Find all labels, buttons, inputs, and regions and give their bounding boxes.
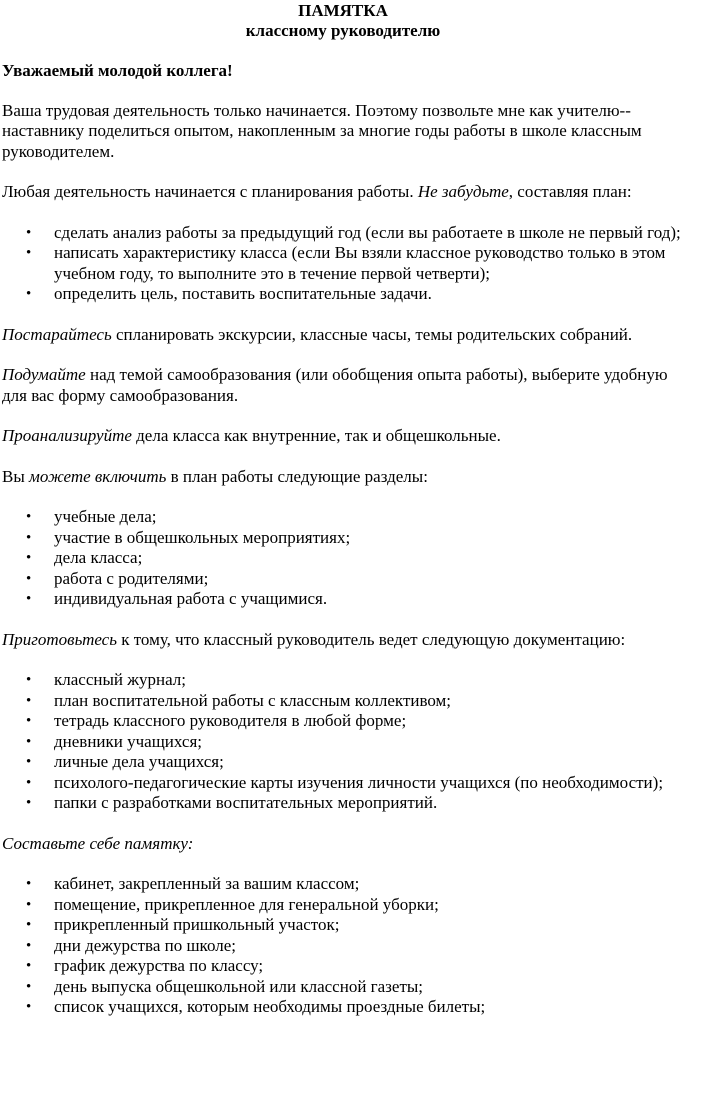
planning-text-end: , составляя план:	[508, 182, 632, 201]
list-item: • прикрепленный пришкольный участок;	[2, 915, 684, 936]
list-item: • личные дела учащихся;	[2, 752, 684, 773]
include-emphasis: можете включить	[29, 466, 167, 486]
greeting: Уважаемый молодой коллега!	[2, 61, 233, 80]
list-item: • психолого-педагогические карты изучения личности учащихся (по необходимости);	[2, 773, 684, 794]
list-item: • список учащихся, которым необходимы проездные билеты;	[2, 997, 684, 1018]
document-subtitle: классному руководителю	[245, 21, 441, 40]
think-text: над темой самообразования (или обобщения опыта работы), выберите удобную для вас форму самообразования.	[2, 365, 668, 405]
try-paragraph	[2, 325, 684, 346]
list-item: • написать характеристику класса (если Вы взяли классное руководство только в этом учебном году, то выполните это в течение первой четверти);	[2, 243, 684, 284]
documents-list	[2, 670, 684, 814]
prepare-text: к тому, что классный руководитель ведет следующую документацию:	[116, 629, 626, 649]
list-item: • учебные дела;	[2, 507, 684, 528]
list-item: • участие в общешкольных мероприятиях;	[2, 528, 684, 549]
memo-heading	[2, 834, 684, 855]
planning-paragraph	[2, 182, 684, 203]
planning-emphasis: Не забудьте	[417, 182, 509, 201]
list-item: • дела класса;	[2, 548, 684, 569]
list-item: • план воспитательной работы с классным коллективом;	[2, 691, 684, 712]
include-paragraph	[2, 467, 684, 488]
list-item: • день выпуска общешкольной или классной газеты;	[2, 977, 684, 998]
prepare-emphasis: Приготовьтесь	[2, 629, 117, 649]
document-title: ПАМЯТКА	[298, 1, 388, 20]
planning-text: Любая деятельность начинается с планирования работы.	[2, 182, 418, 201]
list-item: • папки с разработками воспитательных мероприятий.	[2, 793, 684, 814]
analyze-text: дела класса как внутренние, так и общешкольные.	[131, 426, 501, 445]
list-item: • дневники учащихся;	[2, 732, 684, 753]
list-item: • тетрадь классного руководителя в любой форме;	[2, 711, 684, 732]
try-text: спланировать экскурсии, классные часы, темы родительских собраний.	[111, 324, 633, 344]
list-item: • работа с родителями;	[2, 569, 684, 590]
analyze-paragraph	[2, 426, 684, 447]
list-item: • сделать анализ работы за предыдущий год (если вы работаете в школе не первый год);	[2, 223, 684, 244]
think-paragraph	[2, 365, 684, 406]
list-item: • кабинет, закрепленный за вашим классом;	[2, 874, 684, 895]
memo-heading-text: Составьте себе памятку:	[2, 833, 194, 853]
think-emphasis: Подумайте	[2, 365, 86, 384]
sections-list	[2, 507, 684, 610]
memo-list	[2, 874, 684, 1018]
list-item: • классный журнал;	[2, 670, 684, 691]
prepare-paragraph	[2, 630, 684, 651]
list-item: • определить цель, поставить воспитательные задачи.	[2, 284, 684, 305]
intro-paragraph: Ваша трудовая деятельность только начинается. Поэтому позвольте мне как учителю-- наставнику поделиться опытом, накопленным за многие годы работы в школе классным руководителем.	[2, 100, 642, 161]
analyze-emphasis: Проанализируйте	[2, 426, 132, 445]
list-item: • индивидуальная работа с учащимися.	[2, 589, 684, 610]
list-item: • дни дежурства по школе;	[2, 936, 684, 957]
include-text: в план работы следующие разделы:	[166, 466, 428, 486]
include-text-start: Вы	[2, 466, 30, 486]
planning-list	[2, 223, 684, 305]
list-item: • график дежурства по классу;	[2, 956, 684, 977]
list-item: • помещение, прикрепленное для генеральной уборки;	[2, 895, 684, 916]
try-emphasis: Постарайтесь	[2, 324, 112, 344]
